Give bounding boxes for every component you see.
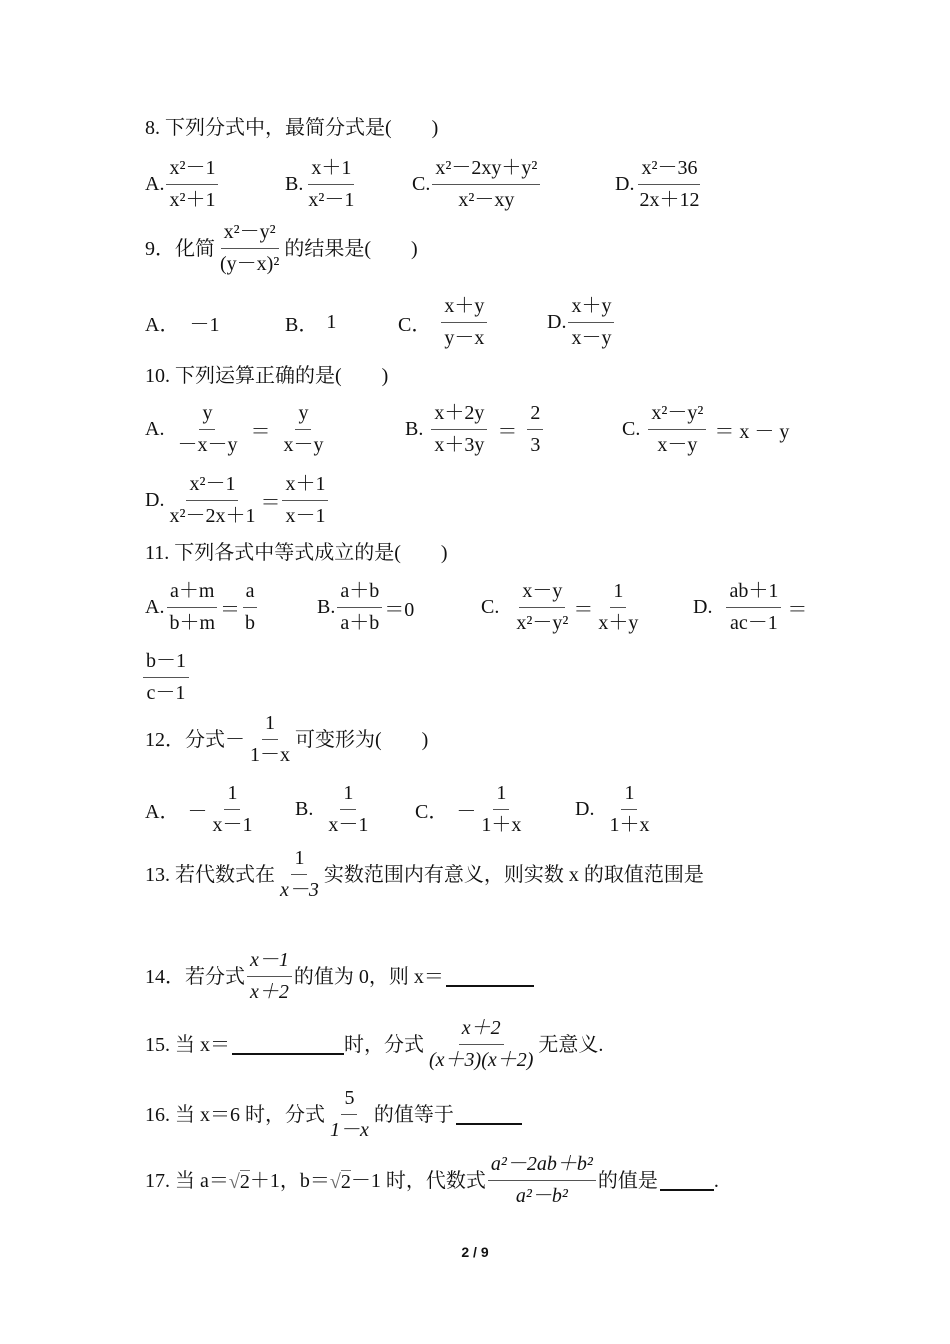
q11-option-a-numerator-left: a＋m xyxy=(167,581,217,608)
question-13-prefix: 13. 若代数式在 xyxy=(145,863,275,886)
q10-option-b-fraction-right xyxy=(527,403,543,456)
q10-option-a-equals: ＝ xyxy=(250,420,271,443)
question-17-answer-blank[interactable] xyxy=(660,1171,714,1191)
q9-option-a-label: A． xyxy=(145,313,180,336)
q11-option-b-label: B. xyxy=(317,595,336,618)
q10-option-d-fraction-right xyxy=(282,474,328,527)
q12-option-b-denominator: x－1 xyxy=(328,813,369,836)
q11-option-d-fraction-left xyxy=(726,581,781,634)
q12-option-c-sign: － xyxy=(456,800,477,823)
question-12-denominator: 1－x xyxy=(250,744,290,766)
question-10-options-row2 xyxy=(145,470,845,530)
q11-option-c-numerator-right: 1 xyxy=(610,581,626,608)
q9-option-b[interactable] xyxy=(285,292,336,352)
q10-option-d-fraction-left xyxy=(166,474,258,527)
q11-option-c-numerator-left: x－y xyxy=(519,581,565,608)
question-14-numerator: x－1 xyxy=(247,950,292,977)
question-14-stem xyxy=(145,950,534,1003)
q10-option-a[interactable] xyxy=(145,399,328,459)
q11-option-a[interactable] xyxy=(145,577,260,637)
q10-option-c[interactable] xyxy=(622,399,789,459)
question-11-option-d-continued xyxy=(145,647,845,707)
q10-option-d-label: D. xyxy=(145,488,165,511)
q10-option-b-numerator-right: 2 xyxy=(527,403,543,430)
q9-option-d-numerator: x＋y xyxy=(568,296,614,323)
q9-option-d-label: D. xyxy=(547,310,567,333)
question-15-answer-blank[interactable] xyxy=(232,1035,344,1055)
q9-option-d[interactable] xyxy=(547,292,616,352)
q11-option-c[interactable] xyxy=(481,577,643,637)
question-11-text: 11. 下列各式中等式成立的是( ) xyxy=(145,542,448,564)
q10-option-a-denominator-right: x－y xyxy=(283,433,324,456)
question-17-sqrt-a xyxy=(229,1170,250,1192)
q8-option-b-denominator: x²－1 xyxy=(308,188,355,211)
q12-option-c-denominator: 1＋x xyxy=(481,813,522,836)
q8-option-a-numerator: x²－1 xyxy=(166,158,218,185)
q9-option-b-value: 1 xyxy=(326,310,337,333)
q10-option-b-equals: ＝ xyxy=(497,420,518,443)
q12-option-a-numerator: 1 xyxy=(224,783,240,810)
q8-option-c-fraction xyxy=(432,158,540,211)
question-17-part1: 17. 当 a＝ xyxy=(145,1169,229,1192)
q12-option-d[interactable] xyxy=(575,779,654,839)
q12-option-b-label: B. xyxy=(295,797,314,820)
question-17-fraction xyxy=(488,1154,596,1207)
sqrt-icon: √ xyxy=(228,1170,240,1193)
q9-option-c-fraction xyxy=(441,296,487,349)
q8-option-d-fraction xyxy=(636,158,702,211)
q10-option-b-label: B. xyxy=(405,417,424,440)
q12-option-b[interactable] xyxy=(295,779,373,839)
q12-option-c-fraction xyxy=(478,783,524,836)
question-15-denominator: (x＋3)(x＋2) xyxy=(429,1049,534,1071)
question-9-fraction xyxy=(217,222,282,275)
q8-option-d[interactable] xyxy=(615,154,704,214)
q8-option-b-label: B. xyxy=(285,172,304,195)
q9-option-a-value: －1 xyxy=(189,313,220,336)
question-12-stem xyxy=(145,713,428,766)
q8-option-c-numerator: x²－2xy＋y² xyxy=(432,158,540,185)
question-11-stem xyxy=(145,543,448,563)
question-13-suffix: 实数范围内有意义，则实数 x 的取值范围是 xyxy=(323,863,704,886)
q9-option-c-label: C． xyxy=(398,313,432,336)
q11-option-b-numerator: a＋b xyxy=(337,581,382,608)
q10-option-a-numerator-right: y xyxy=(295,403,311,430)
q11-option-d-label: D. xyxy=(693,595,713,618)
question-12-suffix: 可变形为( ) xyxy=(295,728,429,751)
question-12-prefix: 12．分式－ xyxy=(145,728,245,751)
question-17-part2: ＋1，b＝ xyxy=(249,1169,330,1192)
q8-option-d-numerator: x²－36 xyxy=(638,158,700,185)
q11-option-d-denominator-right: c－1 xyxy=(146,681,186,704)
q11-option-d-denominator-left: ac－1 xyxy=(730,611,778,634)
q12-option-a-denominator: x－1 xyxy=(212,813,253,836)
q12-option-a-sign: － xyxy=(187,800,208,823)
q9-option-c[interactable] xyxy=(398,292,489,352)
q10-option-c-label: C. xyxy=(622,417,641,440)
question-15-suffix: 无意义. xyxy=(538,1033,604,1056)
q11-option-a-denominator-right: b xyxy=(245,611,256,634)
q8-option-a[interactable] xyxy=(145,154,220,214)
question-17-sqrt-b xyxy=(330,1170,351,1192)
question-12-options xyxy=(145,779,845,839)
q10-option-a-label: A. xyxy=(145,417,165,440)
question-9-prefix: 9．化简 xyxy=(145,237,215,260)
q11-option-c-fraction-left xyxy=(513,581,571,634)
q10-option-a-denominator-left: －x－y xyxy=(177,433,238,456)
question-13-numerator: 1 xyxy=(291,848,307,875)
question-17-denominator: a²－b² xyxy=(515,1185,568,1207)
q12-option-d-label: D. xyxy=(575,797,595,820)
q11-option-a-equals: ＝ xyxy=(220,598,241,621)
question-14-answer-blank[interactable] xyxy=(446,967,534,987)
q11-option-b-rhs: ＝0 xyxy=(384,598,415,621)
question-14-denominator: x＋2 xyxy=(250,981,289,1003)
q11-option-c-fraction-right xyxy=(595,581,641,634)
q10-option-b-fraction-left xyxy=(431,403,487,456)
question-16-suffix: 的值等于 xyxy=(373,1103,454,1126)
q8-option-d-denominator: 2x＋12 xyxy=(639,188,700,211)
q11-option-c-denominator-right: x＋y xyxy=(598,611,639,634)
q9-option-b-label: B． xyxy=(285,313,319,336)
q10-option-a-fraction-left xyxy=(174,403,240,456)
question-17-numerator: a²－2ab＋b² xyxy=(488,1154,596,1181)
sqrt-icon: √ xyxy=(329,1170,341,1193)
q11-option-d-equals: ＝ xyxy=(787,598,808,621)
q12-option-b-fraction xyxy=(325,783,371,836)
q11-option-a-numerator-right: a xyxy=(243,581,258,608)
question-11-options xyxy=(145,577,845,637)
q9-option-d-fraction xyxy=(568,296,614,349)
q8-option-c[interactable] xyxy=(412,154,542,214)
question-17-end: . xyxy=(713,1169,719,1192)
q12-option-c-label: C． xyxy=(415,800,449,823)
q12-option-b-numerator: 1 xyxy=(340,783,356,810)
question-12-numerator: 1 xyxy=(262,713,278,740)
question-14-prefix: 14．若分式 xyxy=(145,965,245,988)
q11-option-b-denominator: a＋b xyxy=(340,611,380,634)
q8-option-b-numerator: x＋1 xyxy=(308,158,354,185)
question-16-fraction xyxy=(327,1088,372,1141)
question-8-stem xyxy=(145,118,438,138)
question-15-prefix: 15. 当 x＝ xyxy=(145,1033,230,1056)
q10-option-d-denominator-left: x²－2x＋1 xyxy=(169,504,256,527)
q12-option-c-numerator: 1 xyxy=(493,783,509,810)
question-10-stem xyxy=(145,366,388,386)
q10-option-b-denominator-right: 3 xyxy=(530,433,541,456)
q11-option-c-denominator-left: x²－y² xyxy=(516,611,569,634)
q11-option-d-fraction-right xyxy=(143,651,189,704)
q10-option-d[interactable] xyxy=(145,470,330,530)
q8-option-a-label: A. xyxy=(145,172,165,195)
q11-option-c-label: C. xyxy=(481,595,500,618)
q12-option-a-fraction xyxy=(209,783,255,836)
q8-option-b[interactable] xyxy=(285,154,359,214)
q12-option-a-label: A． xyxy=(145,800,180,823)
q11-option-d[interactable] xyxy=(693,577,807,637)
q10-option-d-equals: ＝ xyxy=(260,491,281,514)
q10-option-d-numerator-left: x²－1 xyxy=(186,474,238,501)
q10-option-b[interactable] xyxy=(405,399,545,459)
q9-option-a[interactable] xyxy=(145,292,219,352)
question-9-options xyxy=(145,292,845,352)
question-10-text: 10. 下列运算正确的是( ) xyxy=(145,365,389,387)
q10-option-b-numerator-left: x＋2y xyxy=(431,403,487,430)
q11-option-d-rhs-fraction xyxy=(141,647,191,707)
q8-option-b-fraction xyxy=(305,158,357,211)
q10-option-c-rhs: ＝ x － y xyxy=(714,420,790,443)
question-17-radicand-b: 2 xyxy=(340,1170,351,1193)
question-9-denominator: (y－x)² xyxy=(220,253,280,275)
question-9-suffix: 的结果是( ) xyxy=(284,237,418,260)
q10-option-c-numerator: x²－y² xyxy=(648,403,706,430)
question-16-answer-blank[interactable] xyxy=(456,1105,522,1125)
question-12-fraction xyxy=(247,713,293,766)
question-14-fraction xyxy=(247,950,292,1003)
question-13-denominator: x－3 xyxy=(280,879,319,901)
page-number: 2 / 9 xyxy=(461,1244,489,1260)
q12-option-a[interactable] xyxy=(145,779,257,839)
question-15-numerator: x＋2 xyxy=(459,1018,504,1045)
q11-option-a-label: A. xyxy=(145,595,165,618)
q8-option-a-fraction xyxy=(166,158,218,211)
q10-option-b-denominator-left: x＋3y xyxy=(434,433,485,456)
q12-option-d-denominator: 1＋x xyxy=(609,813,650,836)
question-13-fraction xyxy=(277,848,322,901)
q10-option-a-fraction-right xyxy=(280,403,326,456)
question-17-part3: －1 时，代数式 xyxy=(350,1169,486,1192)
question-13-stem xyxy=(145,848,704,901)
question-17-suffix: 的值是 xyxy=(597,1169,658,1192)
q8-option-d-label: D. xyxy=(615,172,635,195)
q10-option-a-numerator-left: y xyxy=(199,403,215,430)
q10-option-d-numerator-right: x＋1 xyxy=(282,474,328,501)
question-16-prefix: 16. 当 x＝6 时，分式 xyxy=(145,1103,325,1126)
question-9-numerator: x²－y² xyxy=(221,222,279,249)
q8-option-c-label: C. xyxy=(412,172,431,195)
q9-option-d-denominator: x－y xyxy=(571,326,612,349)
question-14-suffix: 的值为 0，则 x＝ xyxy=(293,965,444,988)
question-16-stem xyxy=(145,1088,522,1141)
q12-option-c[interactable] xyxy=(415,779,526,839)
question-15-middle: 时，分式 xyxy=(344,1033,424,1056)
q11-option-a-denominator-left: b＋m xyxy=(169,611,216,634)
q9-option-c-denominator: y－x xyxy=(444,326,485,349)
q11-option-d-numerator-right: b－1 xyxy=(143,651,189,678)
question-10-options-row1 xyxy=(145,399,845,459)
q10-option-d-denominator-right: x－1 xyxy=(285,504,326,527)
question-15-stem xyxy=(145,1018,603,1071)
question-15-fraction xyxy=(426,1018,536,1071)
q8-option-c-denominator: x²－xy xyxy=(458,188,515,211)
q10-option-c-denominator: x－y xyxy=(657,433,698,456)
q11-option-c-equals: ＝ xyxy=(573,598,594,621)
q9-option-c-numerator: x＋y xyxy=(441,296,487,323)
q11-option-b[interactable] xyxy=(317,577,414,637)
question-9-stem xyxy=(145,222,418,275)
question-8-options xyxy=(145,154,845,214)
q10-option-c-fraction xyxy=(648,403,706,456)
q11-option-d-numerator-left: ab＋1 xyxy=(726,581,781,608)
question-17-radicand-a: 2 xyxy=(239,1170,250,1193)
q12-option-d-fraction xyxy=(606,783,652,836)
question-8-text: 8. 下列分式中，最简分式是( ) xyxy=(145,117,439,139)
question-17-stem xyxy=(145,1154,719,1207)
q11-option-b-fraction xyxy=(337,581,382,634)
question-16-numerator: 5 xyxy=(341,1088,357,1115)
q12-option-d-numerator: 1 xyxy=(621,783,637,810)
q11-option-a-fraction-right xyxy=(242,581,258,634)
q11-option-a-fraction-left xyxy=(166,581,218,634)
q8-option-a-denominator: x²＋1 xyxy=(169,188,216,211)
question-16-denominator: 1－x xyxy=(330,1119,369,1141)
